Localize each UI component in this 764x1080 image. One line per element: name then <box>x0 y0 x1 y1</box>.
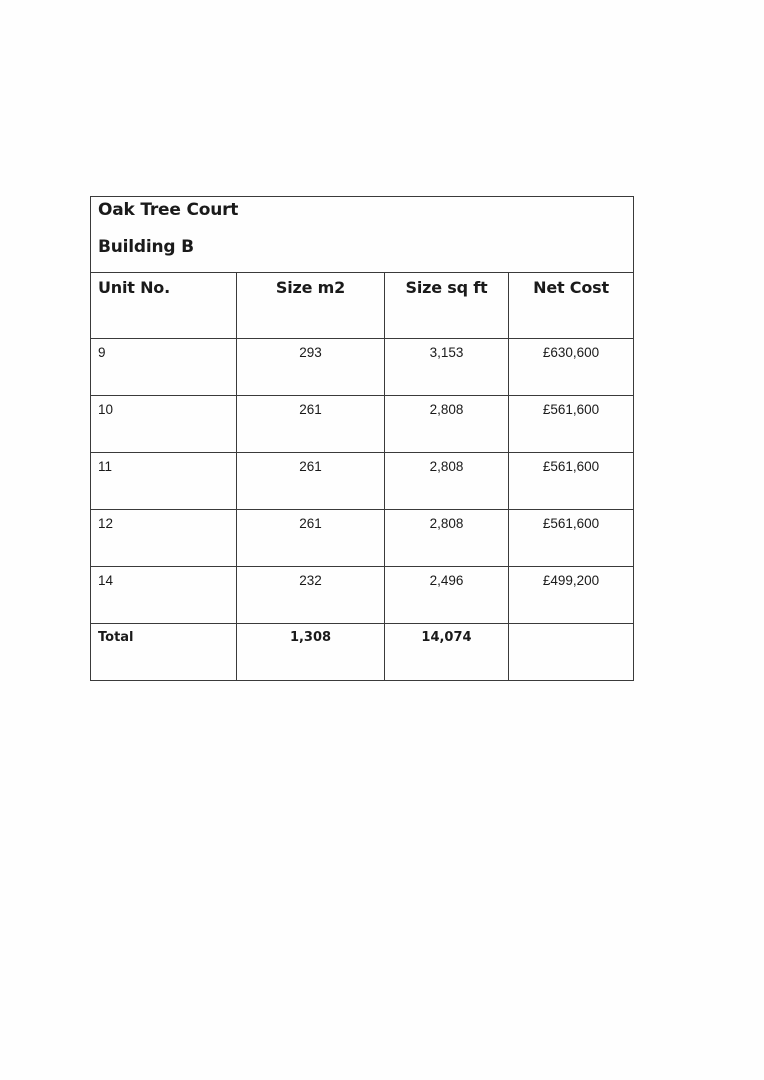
header-unit-no: Unit No. <box>91 273 237 339</box>
unit-cell: 9 <box>91 339 237 396</box>
net-cost-cell: £561,600 <box>509 510 634 567</box>
total-size-sqft: 14,074 <box>385 624 509 681</box>
total-row <box>91 624 634 681</box>
size-sqft-cell: 2,496 <box>385 567 509 624</box>
unit-cell: 10 <box>91 396 237 453</box>
table-row <box>91 510 634 567</box>
net-cost-cell: £561,600 <box>509 396 634 453</box>
unit-cell: 12 <box>91 510 237 567</box>
size-sqft-cell: 3,153 <box>385 339 509 396</box>
size-sqft-cell: 2,808 <box>385 396 509 453</box>
net-cost-cell: £499,200 <box>509 567 634 624</box>
total-size-m2: 1,308 <box>237 624 385 681</box>
table-title-cell <box>91 197 634 273</box>
total-label: Total <box>91 624 237 681</box>
header-net-cost: Net Cost <box>509 273 634 339</box>
total-net-cost <box>509 624 634 681</box>
table-row <box>91 339 634 396</box>
table-row <box>91 453 634 510</box>
size-sqft-cell: 2,808 <box>385 453 509 510</box>
size-m2-cell: 261 <box>237 453 385 510</box>
net-cost-cell: £630,600 <box>509 339 634 396</box>
size-m2-cell: 261 <box>237 396 385 453</box>
net-cost-cell: £561,600 <box>509 453 634 510</box>
unit-cell: 11 <box>91 453 237 510</box>
size-m2-cell: 232 <box>237 567 385 624</box>
size-sqft-cell: 2,808 <box>385 510 509 567</box>
development-name: Oak Tree Court <box>98 200 239 220</box>
header-size-m2: Size m2 <box>237 273 385 339</box>
building-name: Building B <box>98 237 194 257</box>
size-m2-cell: 261 <box>237 510 385 567</box>
size-m2-cell: 293 <box>237 339 385 396</box>
table-row <box>91 567 634 624</box>
header-size-sqft: Size sq ft <box>385 273 509 339</box>
table-row <box>91 396 634 453</box>
units-table <box>90 196 634 681</box>
unit-cell: 14 <box>91 567 237 624</box>
header-row <box>91 273 634 339</box>
